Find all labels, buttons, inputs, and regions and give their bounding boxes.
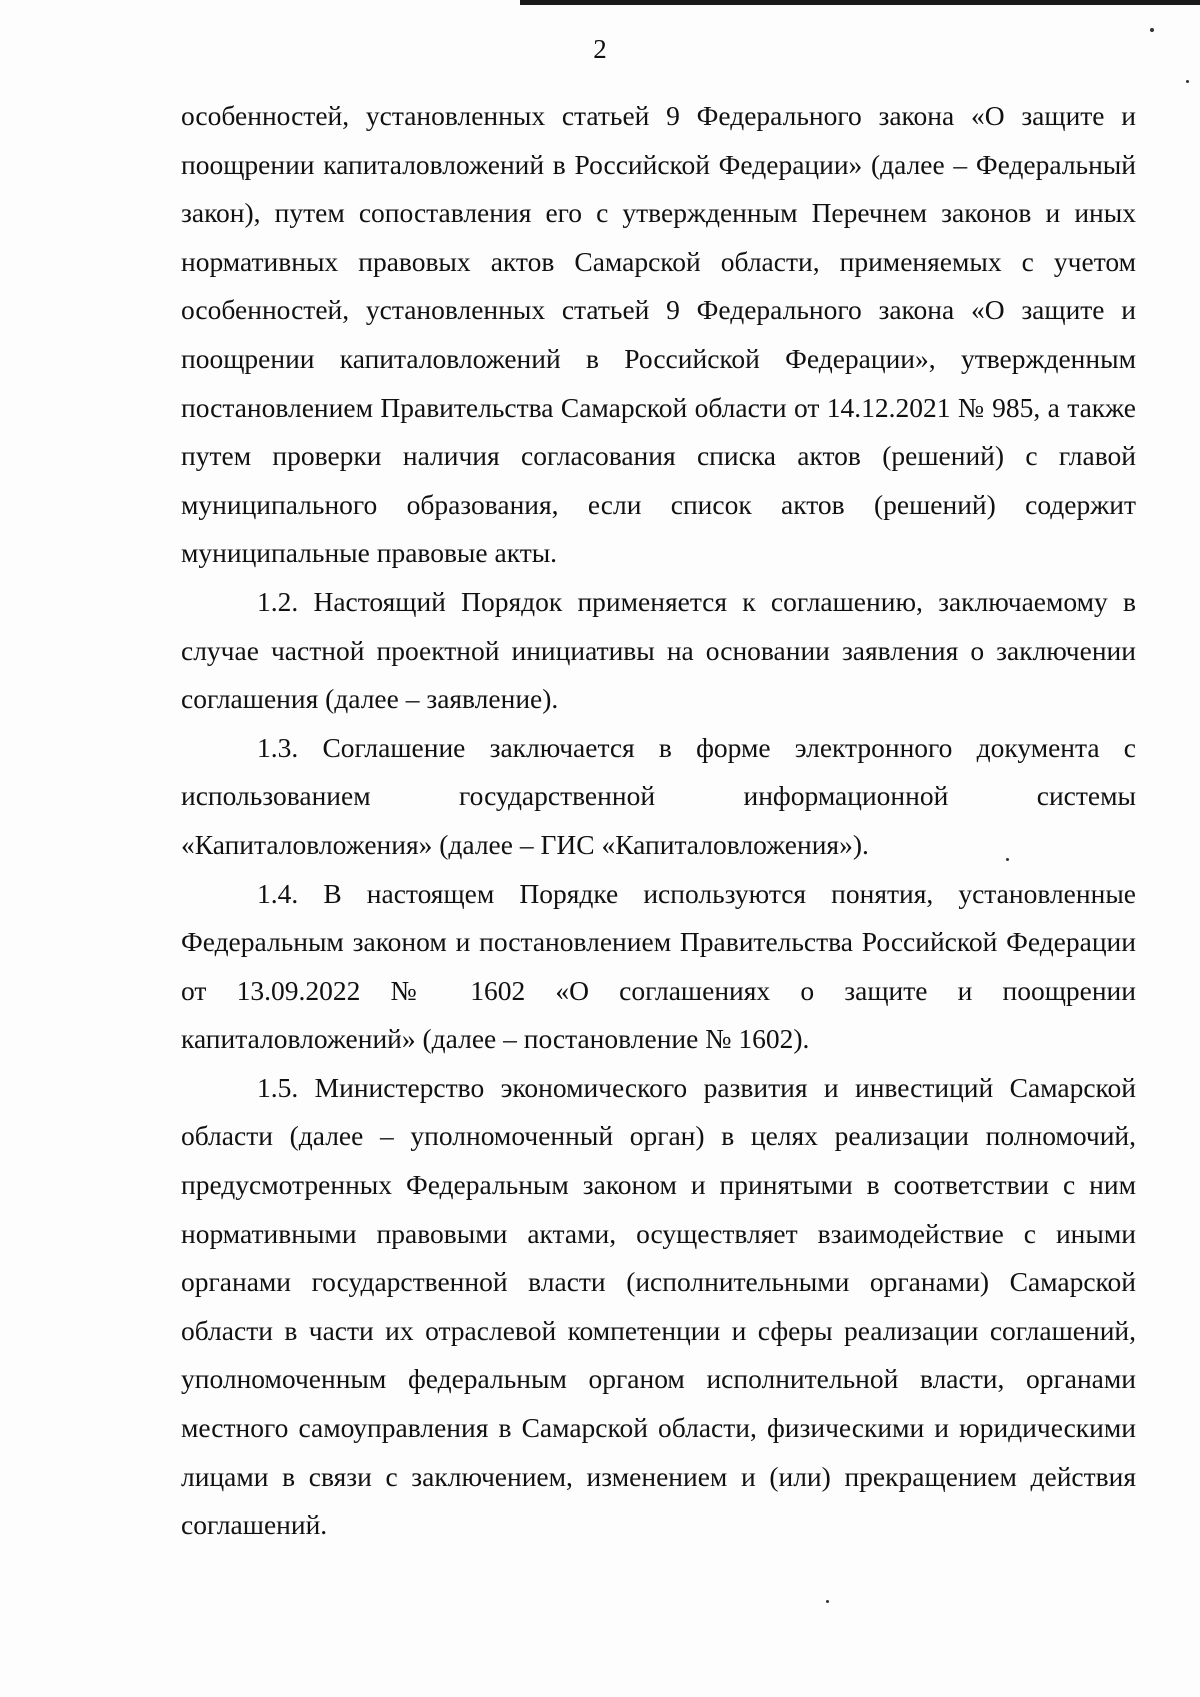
paragraph-1-2: 1.2. Настоящий Порядок применяется к соглашению, заключаемому в случае частной проектной инициативы на основании заявления о заключении соглашения (далее – заявление). (181, 585, 1136, 715)
top-border-line (520, 0, 1200, 5)
document-body (181, 92, 1136, 1550)
paragraph-continuation: особенностей, установленных статьей 9 Федерального закона «О защите и поощрении капиталовложений в Российской Федерации» (далее – Федеральный закон), путем сопоставления его с утвержденным Перечнем законов и иных нормативных правовых актов Самарской области, применяемых с учетом особенностей, установленных статьей 9 Федерального закона «О защите и поощрении капиталовложений в Российской Федерации», утвержденным постановлением Правительства Самарской области от 14.12.2021 № 985, а также путем проверки наличия согласования списка актов (решений) с главой муниципального образования, если список актов (решений) содержит муниципальные правовые акты. (181, 100, 1136, 569)
scan-speck (826, 1600, 829, 1603)
scan-speck (1006, 858, 1009, 861)
paragraph-1-4: 1.4. В настоящем Порядке используются понятия, установленные Федеральным законом и постановлением Правительства Российской Федерации от 13.09.2022 № 1602 «О соглашениях о защите и поощрении капиталовложений» (далее – постановление № 1602). (181, 877, 1136, 1055)
paragraph-1-3: 1.3. Соглашение заключается в форме электронного документа с использованием государственной информационной системы «Капиталовложения» (далее – ГИС «Капиталовложения»). (181, 731, 1136, 860)
page-number: 2 (593, 34, 607, 64)
scan-speck (1186, 80, 1189, 83)
scan-speck (1150, 28, 1154, 32)
paragraph-1-5: 1.5. Министерство экономического развития и инвестиций Самарской области (далее – уполномоченный орган) в целях реализации полномочий, предусмотренных Федеральным законом и принятыми в соответствии с ним нормативными правовыми актами, осуществляет взаимодействие с иными органами государственной власти (исполнительными органами) Самарской области в части их отраслевой компетенции и сферы реализации соглашений, уполномоченным федеральным органом исполнительной власти, органами местного самоуправления в Самарской области, физическими и юридическими лицами в связи с заключением, изменением и (или) прекращением действия соглашений. (181, 1071, 1136, 1541)
